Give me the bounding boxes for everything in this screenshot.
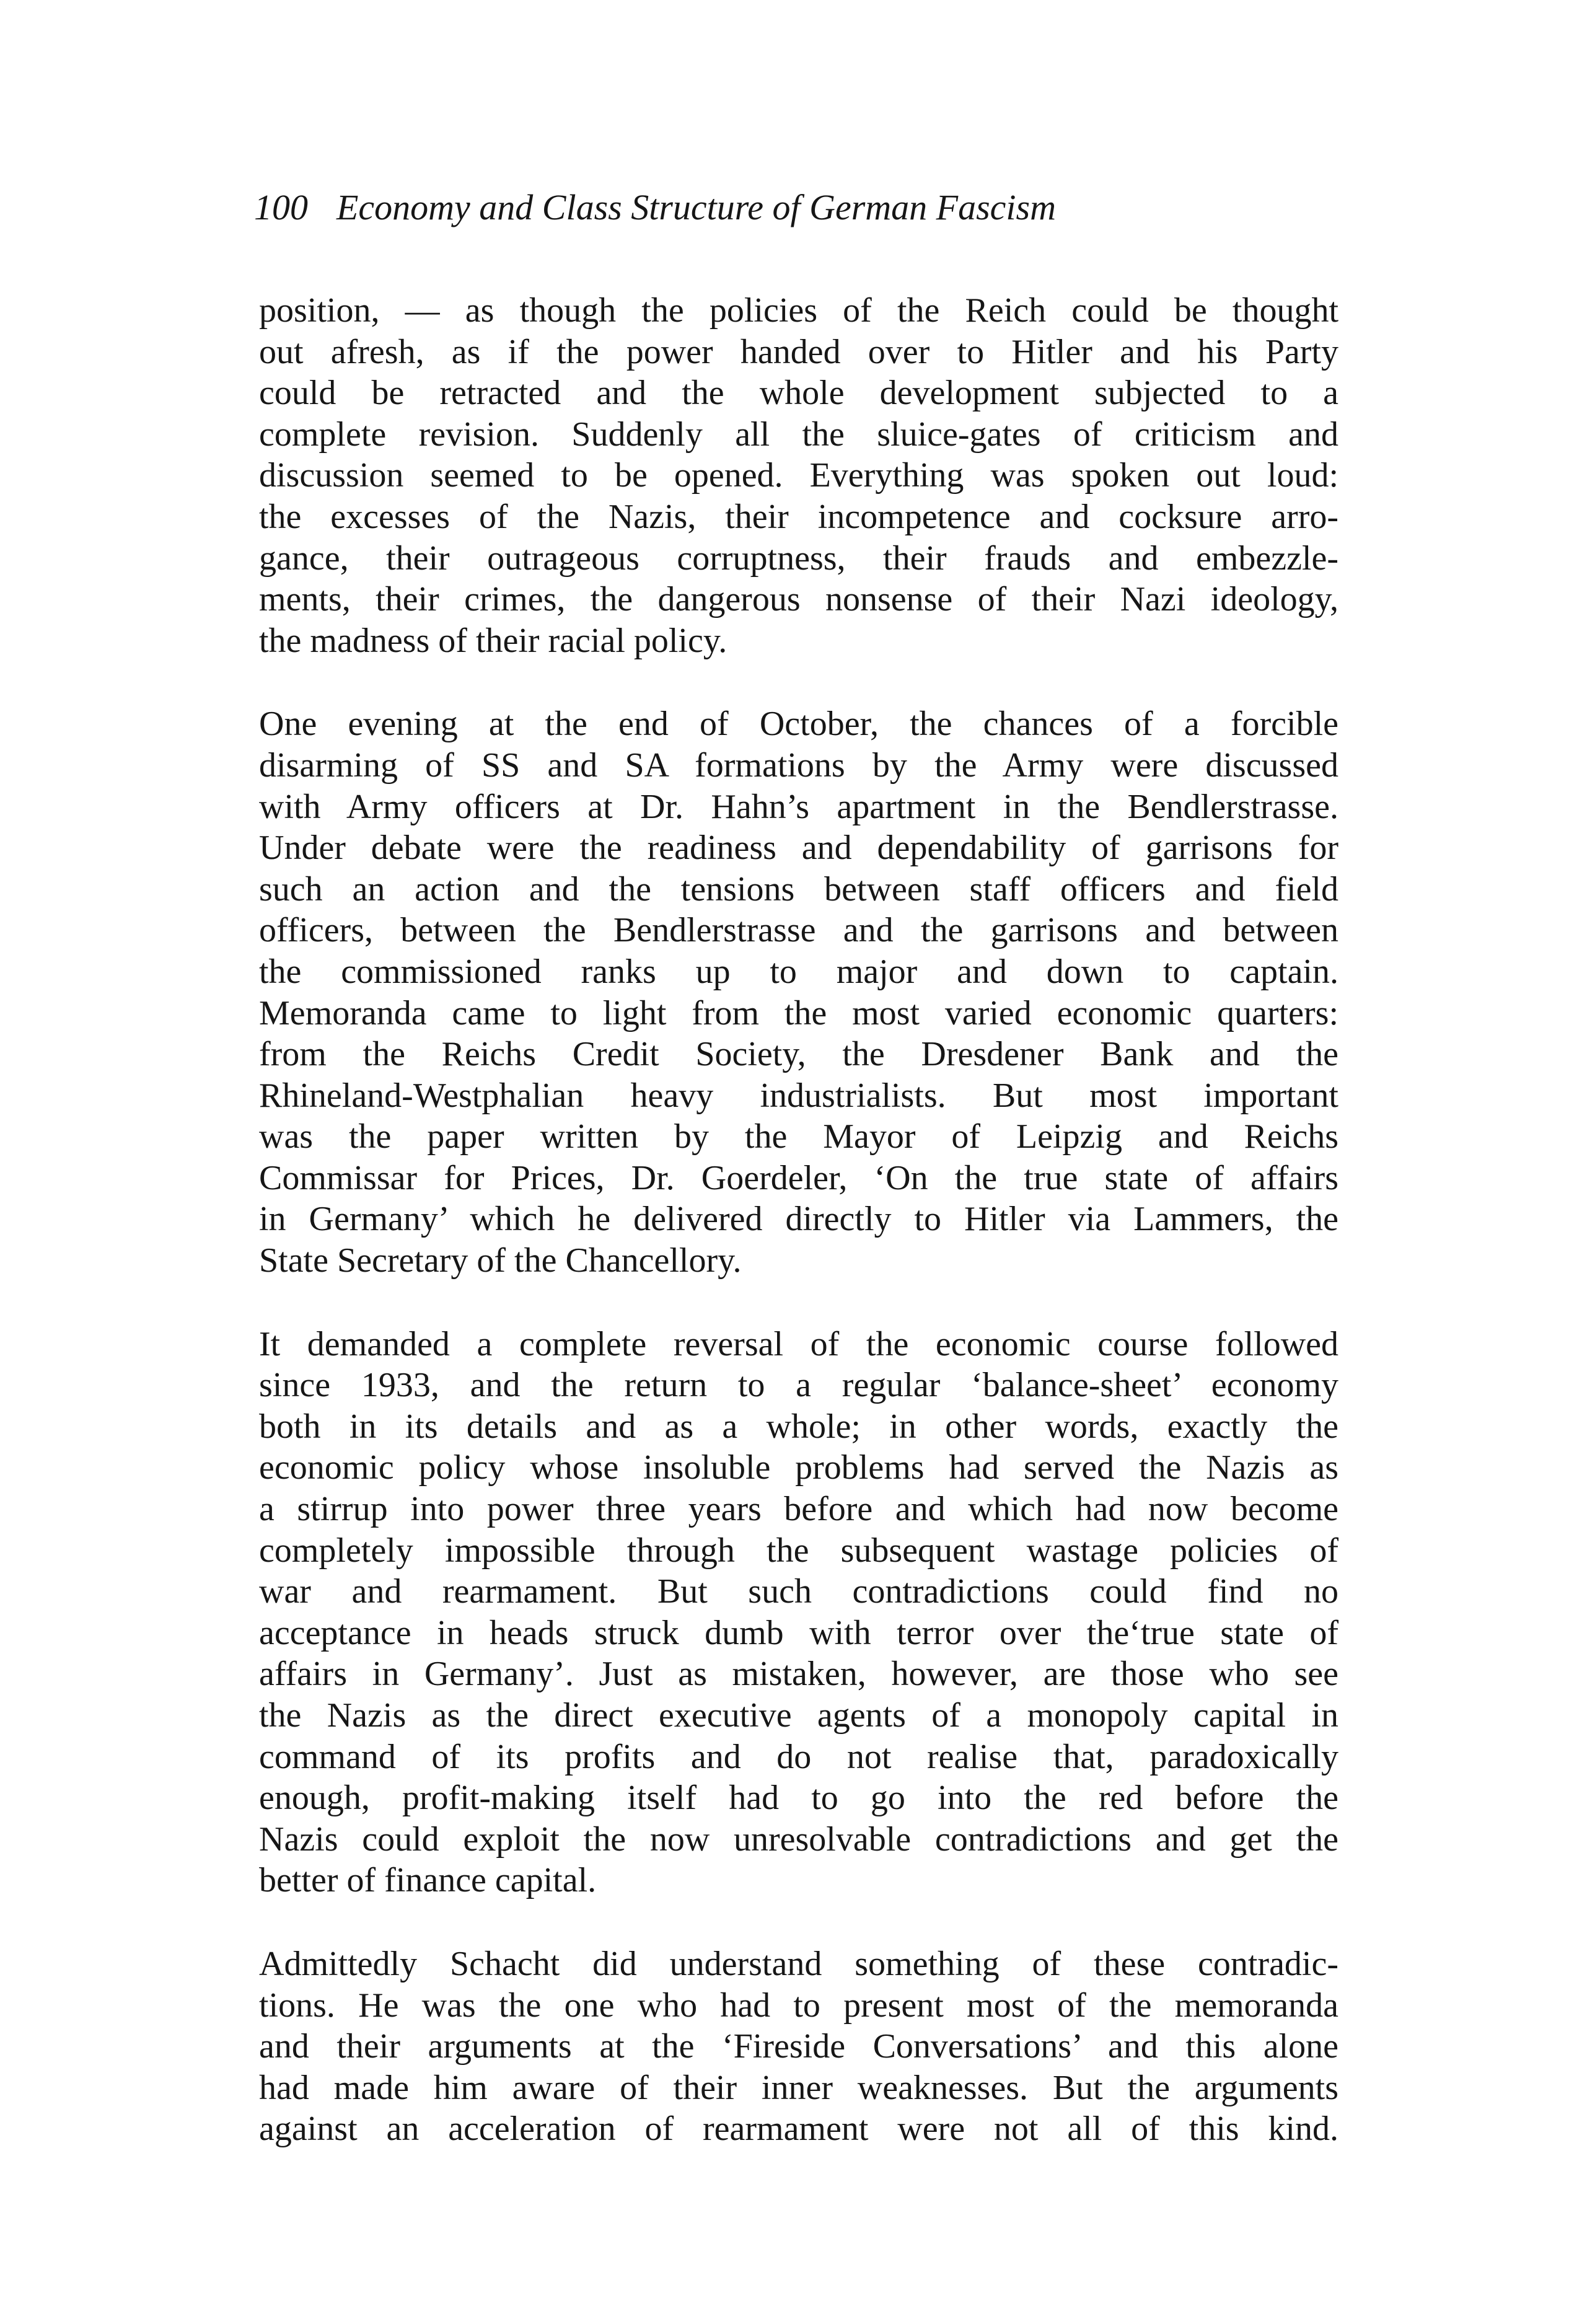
text-line: both in its details and as a whole; in other words, exactly the [259,1407,1338,1446]
text-line: could be retracted and the whole development subjected to a [259,374,1338,413]
text-line: One evening at the end of October, the chances of a forcible [259,705,1338,744]
text-line: better of finance capital. [259,1861,597,1900]
text-line: Admittedly Schacht did understand something of these contradic- [259,1944,1338,1983]
text-line: a stirrup into power three years before and which had now become [259,1490,1338,1529]
body-text [259,290,1338,2192]
text-line: in Germany’ which he delivered directly to Hitler via Lammers, the [259,1200,1338,1239]
text-line: since 1933, and the return to a regular ‘balance-sheet’ economy [259,1366,1338,1405]
text-line: such an action and the tensions between staff officers and field [259,869,1338,909]
text-line: disarming of SS and SA formations by the Army were discussed [259,746,1338,785]
text-line: the commissioned ranks up to major and down to captain. [259,952,1338,991]
text-line: affairs in Germany’. Just as mistaken, however, are those who see [259,1655,1338,1694]
paragraph-3 [259,1324,1338,1901]
text-line: war and rearmament. But such contradictions could find no [259,1572,1338,1611]
text-line: against an acceleration of rearmament were not all of this kind. [259,2110,1338,2149]
text-line: It demanded a complete reversal of the economic course followed [259,1324,1338,1363]
text-line: Rhineland-Westphalian heavy industrialists. But most important [259,1076,1338,1115]
text-line: enough, profit-making itself had to go into the red before the [259,1779,1338,1818]
text-line: complete revision. Suddenly all the sluice-gates of criticism and [259,415,1338,454]
text-line: out afresh, as if the power handed over to Hitler and his Party [259,332,1338,371]
text-line: the madness of their racial policy. [259,621,727,660]
text-line: command of its profits and do not realise that, paradoxically [259,1737,1338,1776]
text-line: the Nazis as the direct executive agents of a monopoly capital in [259,1696,1338,1735]
text-line: acceptance in heads struck dumb with terror over the‘true state of [259,1613,1338,1652]
book-title: Economy and Class Structure of German Fascism [336,187,1056,227]
text-line: completely impossible through the subsequent wastage policies of [259,1531,1338,1570]
text-line: discussion seemed to be opened. Everything was spoken out loud: [259,456,1338,495]
running-head [254,186,1056,229]
text-line: with Army officers at Dr. Hahn’s apartment in the Bendlerstrasse. [259,787,1338,826]
text-line: Nazis could exploit the now unresolvable contradictions and get the [259,1820,1338,1859]
paragraph-4 [259,1943,1338,2150]
paragraph-1 [259,290,1338,661]
text-line: Memoranda came to light from the most varied economic quarters: [259,993,1338,1032]
text-line: was the paper written by the Mayor of Leipzig and Reichs [259,1117,1338,1156]
text-line: position, — as though the policies of the Reich could be thought [259,291,1338,330]
text-line: gance, their outrageous corruptness, their frauds and embezzle- [259,539,1338,578]
text-line: the excesses of the Nazis, their incompetence and cocksure arro- [259,497,1338,536]
text-line: State Secretary of the Chancellory. [259,1241,742,1280]
text-line: officers, between the Bendlerstrasse and the garrisons and between [259,911,1338,950]
text-line: economic policy whose insoluble problems had served the Nazis as [259,1448,1338,1487]
text-line: and their arguments at the ‘Fireside Conversations’ and this alone [259,2027,1338,2066]
paragraph-2 [259,703,1338,1281]
text-line: had made him aware of their inner weaknesses. But the arguments [259,2068,1338,2107]
text-line: ments, their crimes, the dangerous nonsense of their Nazi ideology, [259,580,1338,619]
text-line: tions. He was the one who had to present most of the memoranda [259,1986,1338,2025]
text-line: Under debate were the readiness and dependability of garrisons for [259,829,1338,868]
text-line: from the Reichs Credit Society, the Dresdener Bank and the [259,1035,1338,1074]
page-number: 100 [254,187,308,227]
text-line: Commissar for Prices, Dr. Goerdeler, ‘On the true state of affairs [259,1158,1338,1197]
